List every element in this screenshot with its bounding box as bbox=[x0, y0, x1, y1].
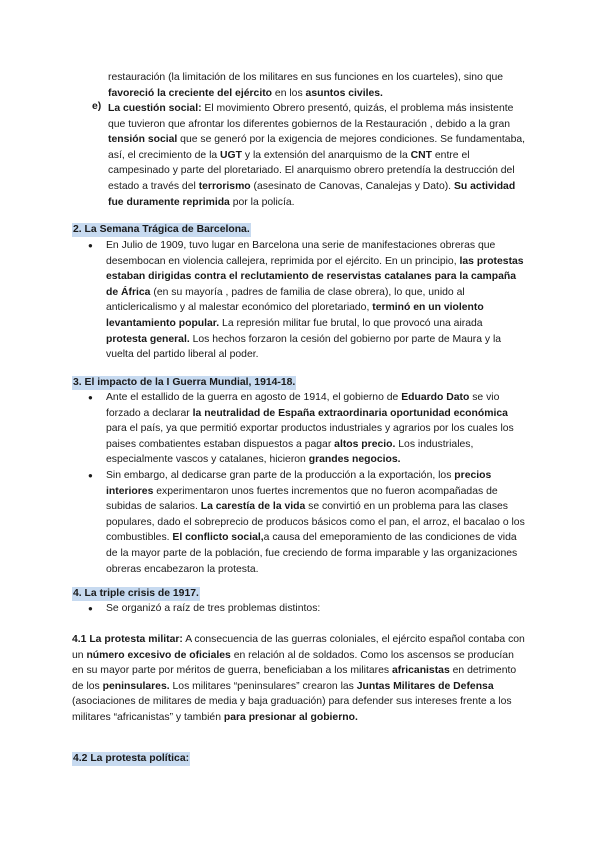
item-title: La cuestión social: bbox=[108, 103, 202, 114]
section-3-heading: 3. El impacto de la I Guerra Mundial, 1914-18. bbox=[73, 377, 296, 388]
text-run: Los industriales, especialmente vascos y catalanes, hicieron bbox=[106, 438, 474, 466]
text-run: se convirtió en un problema para las clases populares, dado el sobreprecio de producos básicos como el pan, el arroz, el bacalao o los combustibles. bbox=[106, 501, 525, 544]
bold-run: para presionar al gobierno. bbox=[223, 711, 358, 723]
text-run: (asesinato de Canovas, Canalejas y Dato). bbox=[250, 180, 454, 192]
list-item: ● Se organizó a raíz de tres problemas distintos: bbox=[88, 601, 526, 617]
list-item bbox=[88, 390, 526, 468]
subsection-4-2-heading: 4.2 La protesta política: bbox=[73, 753, 190, 764]
bold-run: las protestas estaban dirigidas contra el reclutamiento de reservistas catalanes para la campaña de África bbox=[106, 255, 524, 298]
bold-run: El conflicto social, bbox=[172, 532, 264, 544]
text-run: en los bbox=[272, 87, 306, 99]
section-2-list bbox=[88, 238, 526, 363]
bold-run: Juntas Militares de Defensa bbox=[356, 680, 494, 692]
text-run: A consecuencia de las guerras coloniales, el ejército español contaba con un bbox=[72, 634, 525, 661]
text-run: por la policía. bbox=[229, 196, 295, 208]
text-run: (asociaciones de militares de media y baja graduación) para defender sus intereses frente a los militares “africanistas” y también bbox=[72, 696, 512, 723]
subsection-title: 4.1 La protesta militar: bbox=[72, 634, 183, 645]
restauracion-continuation bbox=[108, 70, 528, 101]
bold-run: UGT bbox=[220, 149, 242, 161]
text-run: En Julio de 1909, tuvo lugar en Barcelona una serie de manifestaciones obreras que desembocan en violencia callejera, reprimida por el ejército. En un principio, bbox=[106, 240, 496, 267]
bold-run: protesta general. bbox=[106, 333, 190, 345]
bold-run: terrorismo bbox=[198, 180, 251, 192]
text-run: en relación al de soldados. Como los ascensos se producían en su mayor parte por méritos de guerra, beneficiaban a los militares bbox=[72, 649, 514, 677]
section-3-list bbox=[88, 390, 526, 577]
text-run: en detrimento de los bbox=[72, 665, 517, 692]
text-run: restauración (la limitación de los militares en sus funciones en los cuarteles), sino que bbox=[108, 72, 504, 83]
bold-run: precios interiores bbox=[106, 469, 492, 497]
bold-run: africanistas bbox=[391, 665, 450, 677]
bold-run: CNT bbox=[410, 149, 433, 161]
bold-run: terminó en un violento levantamiento popular. bbox=[106, 302, 484, 329]
list-item bbox=[88, 468, 526, 577]
text-run: experimentaron unos fuertes incrementos que no fueron acompañadas de subidas de salarios. bbox=[106, 485, 498, 513]
section-4-heading: 4. La triple crisis de 1917. bbox=[73, 588, 199, 599]
text-run: que se generó por la exigencia de mejores condiciones. Se fundamentaba, así, el crecimiento de la bbox=[108, 134, 526, 161]
bold-run: favoreció la creciente del ejército bbox=[108, 87, 273, 99]
bold-run: número excesivo de oficiales bbox=[86, 649, 231, 661]
bold-run: la neutralidad de España extraordinaria oportunidad económica bbox=[192, 407, 508, 419]
item-e-body bbox=[108, 101, 531, 210]
text-run: El movimiento Obrero presentó, quizás, el problema más insistente que tuvieron que afrontar los diferentes gobiernos de la Restauración , debido a la gran bbox=[108, 103, 514, 130]
text-run: para el país, ya que permitió exportar productos industriales y agrarios por los cuales los paises combatientes estaban dispuestos a pagar bbox=[106, 423, 514, 450]
bold-run: Su actividad fue duramente reprimida bbox=[108, 180, 516, 208]
bold-run: altos precio. bbox=[334, 438, 396, 450]
bold-run: La carestía de la vida bbox=[200, 501, 306, 513]
bold-run: peninsulares. bbox=[102, 680, 170, 692]
bold-run: tensión social bbox=[108, 134, 178, 146]
bold-run: grandes negocios. bbox=[308, 454, 401, 466]
section-4-list bbox=[88, 601, 526, 617]
text-run: Ante el estallido de la guerra en agosto de 1914, el gobierno de bbox=[106, 392, 402, 403]
subsection-4-1 bbox=[72, 632, 528, 726]
text-run: Los militares “peninsulares” crearon las bbox=[169, 680, 357, 692]
text-run: entre el campesinado y parte del ploretariado. El anarquismo obrero pretendía la destrucción del estado a través del bbox=[108, 149, 515, 192]
bold-run: asuntos civiles. bbox=[305, 87, 383, 99]
section-2-heading: 2. La Semana Trágica de Barcelona. bbox=[73, 224, 250, 235]
list-letter: e) bbox=[92, 101, 102, 112]
text-run: Sin embargo, al dedicarse gran parte de la producción a la exportación, los bbox=[106, 469, 455, 481]
subsection-4-1-body bbox=[72, 632, 528, 726]
text-run: La represión militar fue brutal, lo que provocó una airada bbox=[219, 317, 483, 329]
text-run: Los hechos forzaron la cesión del gobierno por parte de Maura y la vuelta del partido liberal al poder. bbox=[106, 333, 502, 361]
text-run: se vio forzado a declarar bbox=[106, 392, 500, 419]
text-run: y la extensión del anarquismo de la bbox=[241, 149, 411, 161]
bold-run: Eduardo Dato bbox=[401, 392, 470, 403]
list-item bbox=[88, 238, 526, 363]
text-run: (en su mayoría , padres de familia de clase obrera), lo que, unido al anticlericalismo y al malestar económico del ploretariado, bbox=[106, 286, 465, 314]
text-run: a causa del emeporamiento de las condiciones de vida de la mayor parte de la población, fue creciendo de forma imparable y las organizaciones obreras encabezaron la protesta. bbox=[106, 532, 518, 575]
continuation-paragraph bbox=[108, 70, 528, 101]
